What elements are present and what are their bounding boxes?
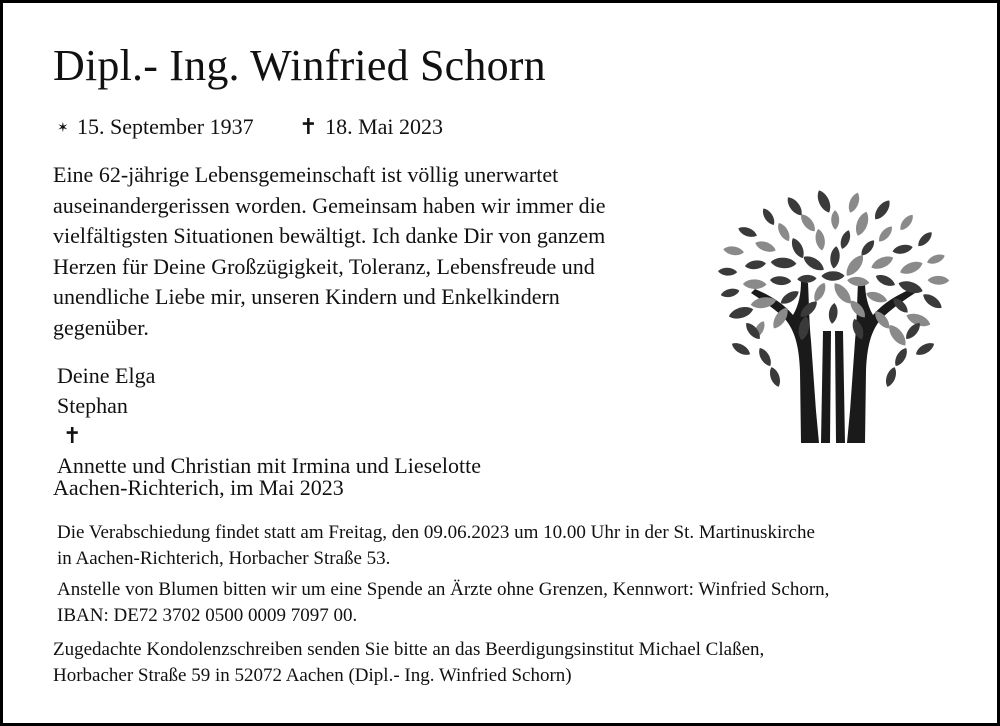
tree-leaf (869, 253, 895, 272)
tree-leaf (760, 206, 777, 227)
tree-leaf (789, 236, 807, 260)
tree-leaf (737, 225, 759, 240)
tree-leaf (770, 257, 796, 269)
tree-leaf (718, 267, 737, 276)
tree-leaves (718, 188, 949, 388)
tree-leaf (720, 287, 740, 299)
memorial-message (53, 160, 693, 343)
condolence-line: Zugedachte Kondolenzschreiben senden Sie bitte an das Beerdigungsinstitut Michael Claßen, (53, 639, 765, 660)
tree-leaf (892, 243, 914, 256)
place-and-date: Aachen-Richterich, im Mai 2023 (53, 475, 344, 500)
life-dates (57, 113, 443, 143)
tree-leaf (916, 230, 935, 249)
tree-leaf (744, 259, 766, 270)
tree-leaf (821, 271, 844, 281)
tree-leaf (727, 304, 754, 321)
tree-leaf (898, 259, 924, 277)
message-line: Herzen für Deine Großzügigkeit, Toleranz, Lebensfreude und (53, 253, 595, 279)
deceased-name: Dipl.- Ing. Winfried Schorn (53, 41, 546, 90)
tree-leaf (770, 276, 792, 286)
tree-leaf (926, 252, 946, 266)
condolence-info (53, 637, 983, 688)
tree-leaf (914, 340, 936, 358)
family-line-son (57, 391, 481, 451)
death-date: 18. Mai 2023 (325, 114, 444, 139)
tree-leaf (847, 276, 870, 288)
cross-icon: ✝ (63, 423, 82, 448)
tree-of-life-icon (713, 181, 953, 446)
tree-leaf (775, 221, 792, 243)
tree-leaf (838, 229, 852, 250)
tree-leaf (843, 252, 867, 279)
tree-leaf (811, 281, 828, 304)
farewell-line: Die Verabschiedung findet statt am Freitag, den 09.06.2023 um 10.00 Uhr in der St. Martinuskirche (57, 522, 815, 543)
tree-leaf (723, 245, 745, 257)
message-line: gegenüber. (53, 314, 149, 340)
tree-leaf (754, 239, 778, 255)
message-line: unendliche Liebe mir, unseren Kindern und Enkelkindern (53, 284, 560, 309)
donation-line: Anstelle von Blumen bitten wir um eine Spende an Ärzte ohne Grenzen, Kennwort: Winfried Schorn, (57, 579, 830, 600)
family-signatures (57, 361, 481, 481)
tree-leaf (778, 288, 801, 307)
tree-leaf (743, 279, 767, 289)
tree-leaf (767, 366, 782, 389)
tree-leaf (859, 238, 877, 258)
tree-leaf (883, 366, 898, 389)
tree-leaf (797, 274, 817, 283)
message-line: vielfältigsten Situationen bewältigt. Ich danke Dir von ganzem (53, 223, 606, 248)
family-line-son-name: Stephan (57, 393, 128, 418)
tree-leaf (730, 340, 752, 358)
tree-leaf (828, 303, 839, 325)
tree-leaf (829, 246, 841, 269)
donation-info (57, 577, 987, 628)
tree-leaf (928, 276, 950, 285)
star-icon: ✶ (57, 121, 69, 136)
tree-leaf (876, 224, 895, 244)
tree-leaf (814, 188, 833, 214)
tree-leaf (831, 210, 839, 229)
tree-leaf (814, 228, 827, 251)
birth-date: 15. September 1937 (77, 114, 254, 139)
tree-leaf (756, 346, 774, 368)
family-line-children: Annette und Christian mit Irmina und Lieselotte (57, 453, 482, 478)
farewell-info (57, 520, 987, 571)
tree-leaf (801, 253, 827, 274)
tree-leaf (846, 191, 862, 214)
tree-leaf (865, 289, 889, 305)
tree-leaf (874, 272, 897, 289)
donation-line: IBAN: DE72 3702 0500 0009 7097 00. (57, 604, 358, 626)
condolence-line: Horbacher Straße 59 in 52072 Aachen (Dipl.- Ing. Winfried Schorn) (53, 664, 572, 686)
tree-leaf (892, 346, 910, 368)
tree-leaf (921, 291, 945, 312)
message-line: Eine 62-jährige Lebensgemeinschaft ist völlig unerwartet (53, 162, 559, 187)
tree-leaf (853, 210, 871, 238)
cross-icon: ✝ (299, 114, 318, 139)
tree-leaf (871, 198, 893, 223)
tree-leaf (897, 212, 915, 232)
message-line: auseinandergerissen worden. Gemeinsam haben wir immer die (53, 192, 606, 218)
farewell-line: in Aachen-Richterich, Horbacher Straße 53. (57, 547, 391, 569)
family-line-wife: Deine Elga (57, 363, 156, 388)
